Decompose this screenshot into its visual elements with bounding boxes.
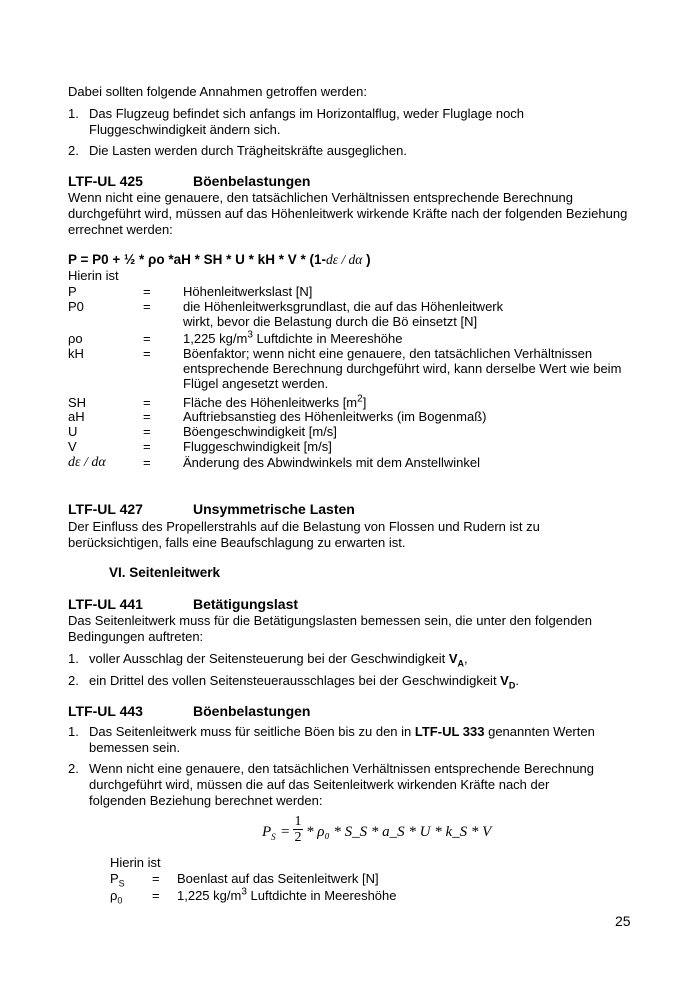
def-symbol: $P_S$ — [110, 871, 125, 889]
list-text: Das Flugzeug befindet sich anfangs im Horizontalflug, weder Fluglage noch Fluggeschwindigkeit ändern sich. — [89, 106, 525, 137]
def-symbol: aH — [68, 409, 85, 424]
list-text: Die Lasten werden durch Trägheitskräfte ausgeglichen. — [89, 143, 407, 158]
def-equals: = — [143, 395, 151, 410]
def-text: 1,225 $kg/m^3$ Luftdichte in Meereshöhe — [183, 329, 403, 346]
def-symbol: SH — [68, 395, 87, 410]
def-text: Auftriebsanstieg des Höhenleitwerks (im Bogenmaß) — [183, 409, 487, 424]
section-code: LTF-UL 427 — [68, 501, 143, 517]
fraction-denominator: 2 — [294, 830, 302, 845]
def-text: Böengeschwindigkeit [m/s] — [183, 424, 337, 439]
def-symbol: P0 — [68, 299, 84, 314]
def-text: Änderung des Abwindwinkels mit dem Anstellwinkel — [183, 455, 480, 470]
def-symbol: dε / dα — [68, 455, 106, 470]
def-equals: = — [152, 888, 160, 903]
formula-derivative: dε / dα — [325, 252, 363, 267]
def-equals: = — [143, 409, 151, 424]
section-title: Betätigungslast — [193, 596, 299, 612]
def-text: Fluggeschwindigkeit [m/s] — [183, 439, 332, 454]
section-text: Der Einfluss des Propellerstrahls auf die Belastung von Flossen und Rudern ist zu berücksichtigen, falls eine Beaufschlagung zu erwarten ist. — [68, 519, 540, 550]
def-text: 1,225 $kg/m^3$ Luftdichte in Meereshöhe — [177, 886, 397, 903]
hierin-label: Hierin ist — [68, 268, 119, 283]
formula-close: ) — [366, 252, 371, 267]
section-text: Wenn nicht eine genauere, den tatsächlichen Verhältnissen entsprechende Berechnung durchgeführt wird, müssen auf das Höhenleitwerk wirkende Kräfte nach der folgenden Beziehung errechnet werden: — [68, 190, 628, 237]
fraction-numerator: 1 — [294, 814, 302, 829]
def-equals: = — [143, 455, 151, 470]
formula-equals: = — [281, 824, 290, 840]
section-title: Böenbelastungen — [193, 173, 311, 189]
def-text: Fläche des Höhenleitwerks $[m^2]$ — [183, 393, 367, 410]
section-code: LTF-UL 443 — [68, 703, 143, 719]
def-text: Höhenleitwerkslast [N] — [183, 284, 313, 299]
list-text: Wenn nicht eine genauere, den tatsächlichen Verhältnissen entsprechende Berechnung durchgeführt wird, müssen die auf das Seitenleitwerk wirkenden Kräfte nach der folgenden Beziehung berechnet werden: — [89, 761, 594, 808]
list-number: 2. — [68, 143, 79, 158]
formula-lhs: $P_S$ — [262, 824, 276, 842]
list-number: 1. — [68, 724, 79, 739]
formula-main: P = P0 + ½ * ρo *aH * SH * U * kH * V * (1- — [68, 252, 326, 267]
formula-hoehenleitwerk — [68, 252, 371, 268]
list-number: 1. — [68, 651, 79, 666]
page-number: 25 — [615, 913, 631, 929]
def-equals: = — [143, 346, 151, 361]
def-equals: = — [143, 299, 151, 314]
section-text: Das Seitenleitwerk muss für die Betätigungslasten bemessen sein, die unter den folgenden Bedingungen auftreten: — [68, 613, 592, 644]
def-text: Böenfaktor; wenn nicht eine genauere, den tatsächlichen Verhältnissen entsprechende Berechnung durchgeführt wird, kann derselbe Wert wie beim Flügel angesetzt werden. — [183, 346, 622, 391]
def-equals: = — [143, 439, 151, 454]
def-symbol: P — [68, 284, 77, 299]
list-text: voller Ausschlag der Seitensteuerung bei der Geschwindigkeit $V_A$, — [89, 651, 468, 669]
intro-text: Dabei sollten folgende Annahmen getroffen werden: — [68, 84, 367, 99]
section-code: LTF-UL 441 — [68, 596, 143, 612]
section-code: LTF-UL 425 — [68, 173, 143, 189]
list-text: Das Seitenleitwerk muss für seitliche Böen bis zu den in LTF-UL 333 genannten Werten bemessen sein. — [89, 724, 595, 755]
chapter-title: VI. Seitenleitwerk — [109, 565, 221, 580]
def-symbol: V — [68, 439, 77, 454]
def-equals: = — [143, 424, 151, 439]
def-symbol: U — [68, 424, 78, 439]
fraction — [293, 814, 303, 845]
section-title: Unsymmetrische Lasten — [193, 501, 355, 517]
list-number: 2. — [68, 673, 79, 688]
hierin-label: Hierin ist — [110, 855, 161, 870]
list-number: 1. — [68, 106, 79, 121]
def-symbol: $\rho_0$ — [110, 888, 123, 906]
def-equals: = — [152, 871, 160, 886]
list-text: ein Drittel des vollen Seitensteuerausschlages bei der Geschwindigkeit $V_D$. — [89, 673, 519, 691]
def-text: die Höhenleitwerksgrundlast, die auf das Höhenleitwerk wirkt, bevor die Belastung durch die Bö einsetzt [N] — [183, 299, 504, 329]
def-equals: = — [143, 331, 151, 346]
def-equals: = — [143, 284, 151, 299]
list-number: 2. — [68, 761, 79, 776]
formula-rest: * ρ₀ * S_S * a_S * U * k_S * V — [306, 824, 492, 840]
def-symbol: ρo — [68, 331, 83, 346]
def-text: Boenlast auf das Seitenleitwerk [N] — [177, 871, 379, 886]
def-symbol: kH — [68, 346, 84, 361]
section-title: Böenbelastungen — [193, 703, 311, 719]
